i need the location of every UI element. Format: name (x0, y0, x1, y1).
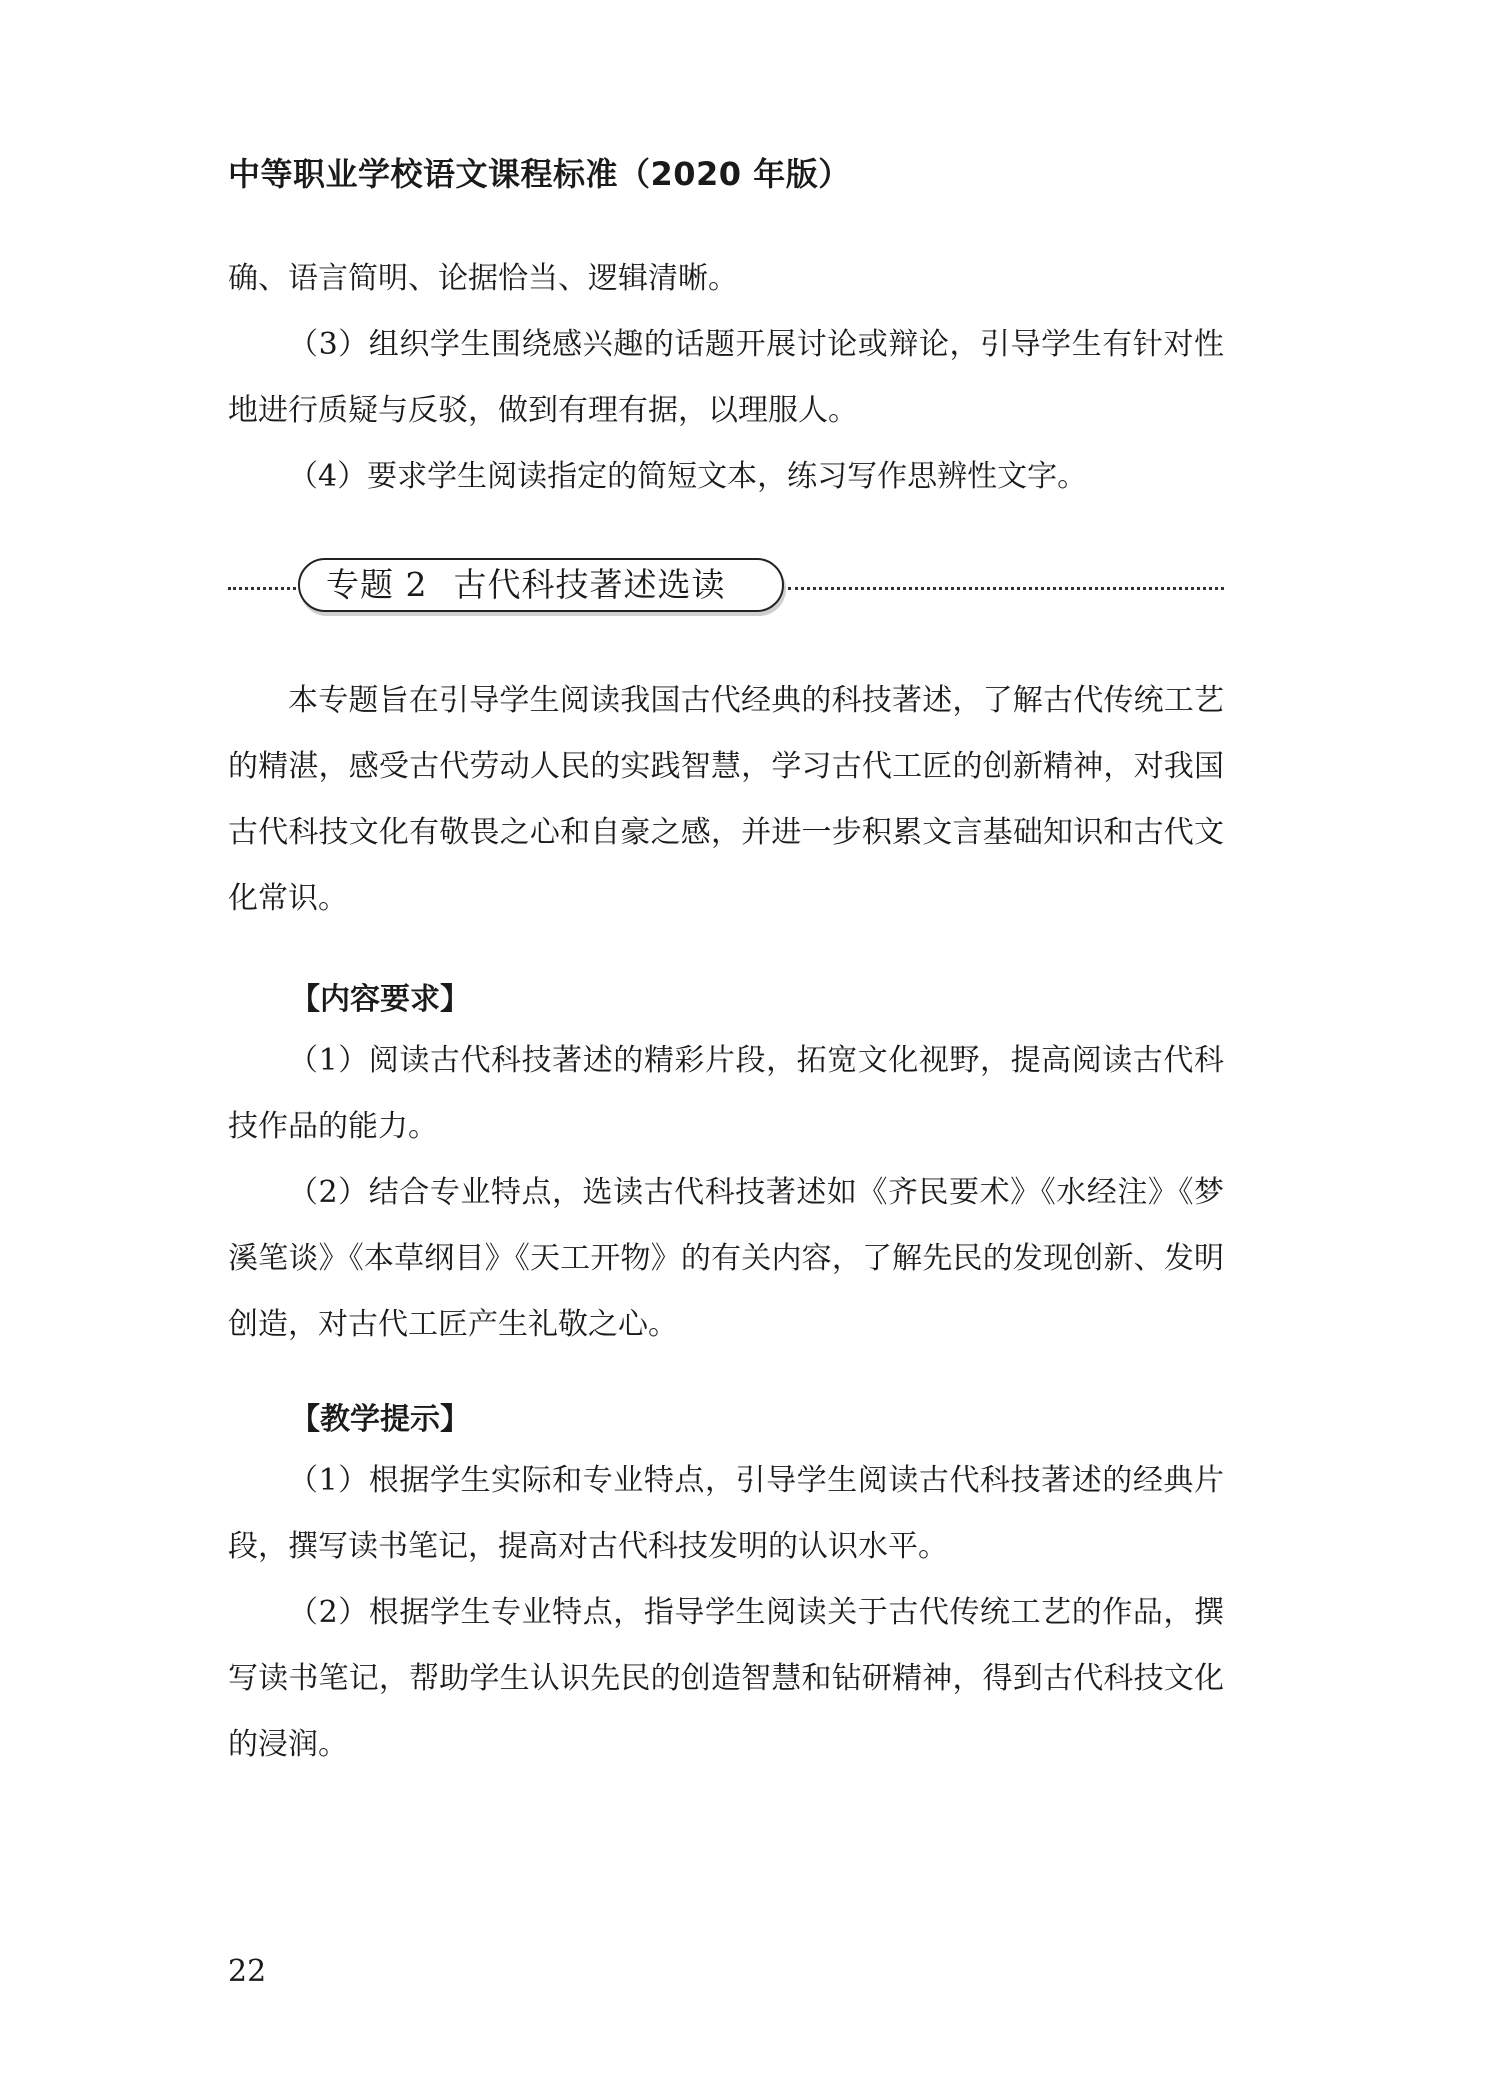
content-requirements-heading: 【内容要求】 (290, 982, 470, 1017)
continued-line: 确、语言简明、论据恰当、逻辑清晰。 (228, 261, 738, 296)
topic-number: 专题 2 (326, 565, 428, 604)
list-item: （2）结合专业特点，选读古代科技著述如《齐民要术》《水经注》《梦溪笔谈》《本草纲目》《天工开物》的有关内容，了解先民的发现创新、发明创造，对古代工匠产生礼敬之心。 (228, 1175, 1224, 1342)
list-item: （1）阅读古代科技著述的精彩片段，拓宽文化视野，提高阅读古代科技作品的能力。 (228, 1043, 1224, 1144)
overview-paragraph: 本专题旨在引导学生阅读我国古代经典的科技著述，了解古代传统工艺的精湛，感受古代劳动人民的实践智慧，学习古代工匠的创新精神，对我国古代科技文化有敬畏之心和自豪之感，并进一步积累文言基础知识和古代文化常识。 (228, 683, 1224, 916)
content-requirements-list (228, 1028, 1224, 1358)
teaching-tips-heading: 【教学提示】 (290, 1402, 470, 1437)
list-item: （1）根据学生实际和专业特点，引导学生阅读古代科技著述的经典片段，撰写读书笔记，提高对古代科技发明的认识水平。 (228, 1463, 1224, 1564)
intro-block (228, 246, 1224, 510)
dotted-rule-left (228, 587, 296, 590)
dotted-rule-right (788, 587, 1224, 590)
topic-title-pill (298, 558, 784, 612)
running-header: 中等职业学校语文课程标准（2020 年版） (228, 155, 851, 193)
list-item-4: （4）要求学生阅读指定的简短文本，练习写作思辨性文字。 (288, 459, 1088, 494)
teaching-tips-list (228, 1448, 1224, 1778)
topic-title: 古代科技著述选读 (453, 565, 726, 604)
list-item: （2）根据学生专业特点，指导学生阅读关于古代传统工艺的作品，撰写读书笔记，帮助学生认识先民的创造智慧和钻研精神，得到古代科技文化的浸润。 (228, 1595, 1224, 1762)
page-number: 22 (228, 1954, 267, 1989)
overview-block (228, 668, 1224, 932)
list-item-3: （3）组织学生围绕感兴趣的话题开展讨论或辩论，引导学生有针对性地进行质疑与反驳，做到有理有据，以理服人。 (228, 327, 1224, 428)
topic-banner (228, 556, 1224, 620)
